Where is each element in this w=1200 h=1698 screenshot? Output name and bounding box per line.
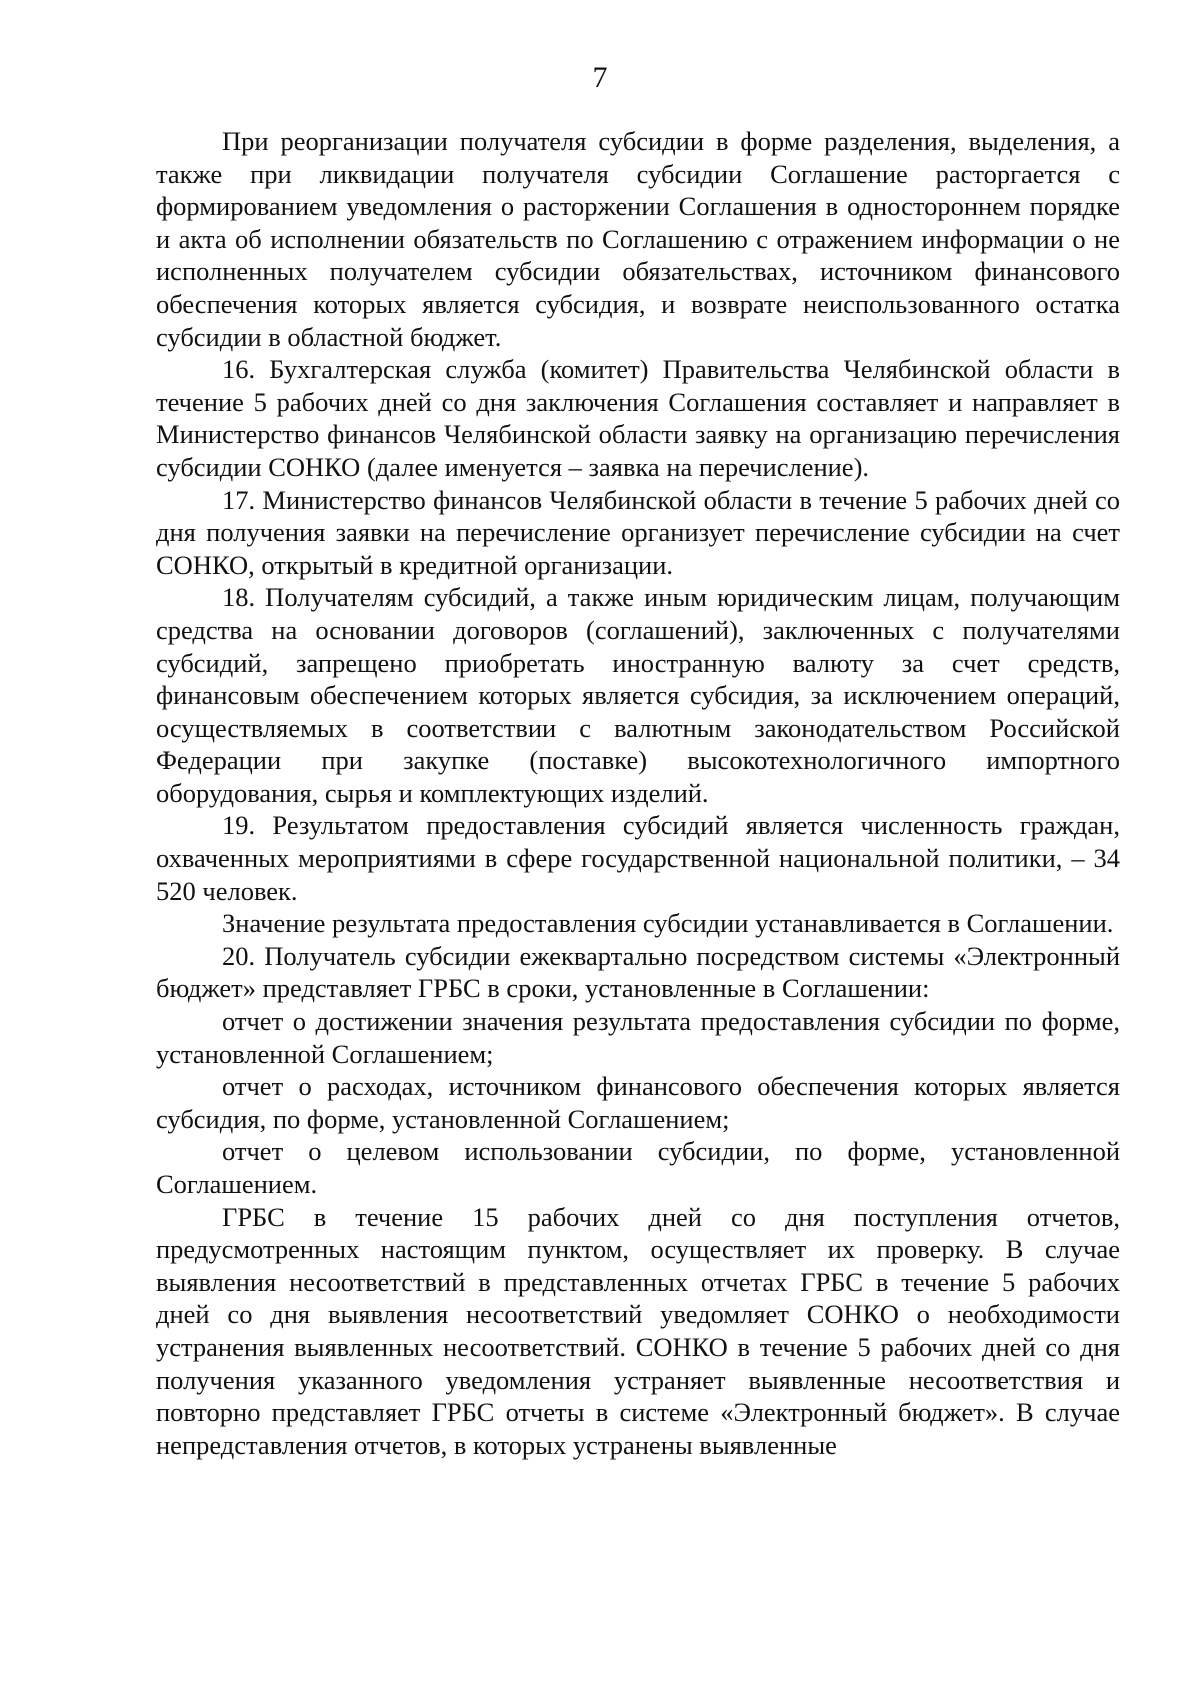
paragraph-17: 17. Министерство финансов Челябинской области в течение 5 рабочих дней со дня получения заявки на перечисление организует перечисление субсидии на счет СОНКО, открытый в кредитной организации. — [156, 484, 1120, 580]
paragraph-grbs-check: ГРБС в течение 15 рабочих дней со дня поступления отчетов, предусмотренных настоящим пунктом, осуществляет их проверку. В случае выявления несоответствий в представленных отчетах ГРБС в течение 5 рабочих дней со дня выявления несоответствий уведомляет СОНКО о необходимости устранения выявленных несоответствий. СОНКО в течение 5 рабочих дней со дня получения указанного уведомления устраняет выявленные несоответствия и повторно представляет ГРБС отчеты в системе «Электронный бюджет». В случае непредставления отчетов, в которых устранены выявленные — [156, 1201, 1120, 1460]
paragraph-report-target-use: отчет о целевом использовании субсидии, по форме, установленной Соглашением. — [156, 1136, 1120, 1199]
paragraph-report-expenses: отчет о расходах, источником финансового обеспечения которых является субсидия, по форме, установленной Соглашением; — [156, 1071, 1120, 1134]
paragraph-18: 18. Получателям субсидий, а также иным юридическим лицам, получающим средства на основании договоров (соглашений), заключенных с получателями субсидий, запрещено приобретать иностранную валюту за счет средств, финансовым обеспечением которых является субсидия, за исключением операций, осуществляемых в соответствии с валютным законодательством Российской Федерации при закупке (поставке) высокотехнологичного импортного оборудования, сырья и комплектующих изделий. — [156, 582, 1120, 808]
document-body — [156, 125, 1120, 1461]
paragraph-report-result: отчет о достижении значения результата предоставления субсидии по форме, установленной Соглашением; — [156, 1006, 1120, 1069]
page-number: 7 — [592, 61, 608, 94]
paragraph-19: 19. Результатом предоставления субсидий является численность граждан, охваченных мероприятиями в сфере государственной национальной политики, – 34 520 человек. — [156, 810, 1120, 906]
paragraph-16: 16. Бухгалтерская служба (комитет) Правительства Челябинской области в течение 5 рабочих дней со дня заключения Соглашения составляет и направляет в Министерство финансов Челябинской области заявку на организацию перечисления субсидии СОНКО (далее именуется – заявка на перечисление). — [156, 354, 1120, 482]
paragraph-reorganization: При реорганизации получателя субсидии в форме разделения, выделения, а также при ликвидации получателя субсидии Соглашение расторгается с формированием уведомления о расторжении Соглашения в одностороннем порядке и акта об исполнении обязательств по Соглашению с отражением информации о не исполненных получателем субсидии обязательствах, источником финансового обеспечения которых является субсидия, и возврате неиспользованного остатка субсидии в областной бюджет. — [156, 126, 1120, 352]
paragraph-result-value: Значение результата предоставления субсидии устанавливается в Соглашении. — [222, 908, 1114, 939]
paragraph-20: 20. Получатель субсидии ежеквартально посредством системы «Электронный бюджет» представляет ГРБС в сроки, установленные в Соглашении: — [156, 940, 1120, 1004]
